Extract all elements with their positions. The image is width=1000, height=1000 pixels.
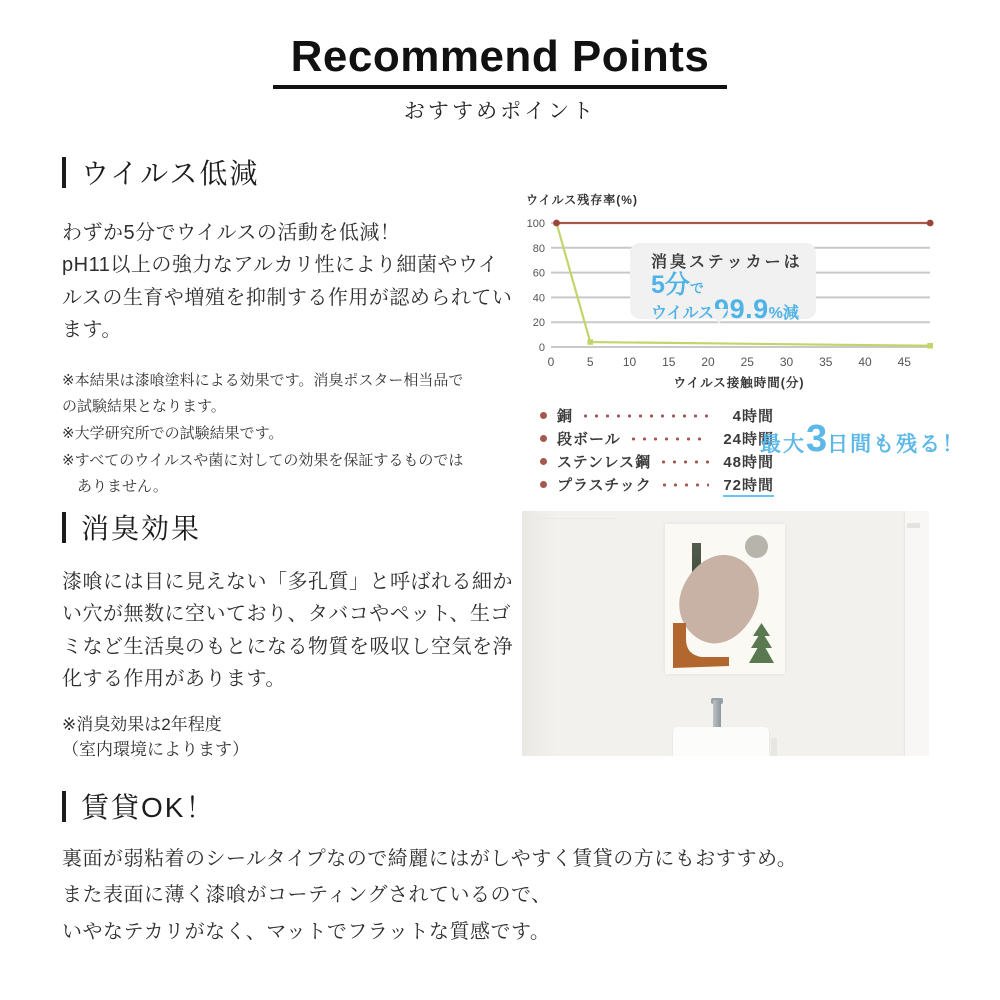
legend-row [540, 404, 774, 427]
callout-minutes: 5分 [651, 271, 690, 299]
survival-highlight-text [760, 418, 965, 461]
data-point [927, 343, 933, 349]
x-tick-label: 40 [858, 355, 872, 369]
toilet-tank-seam [522, 518, 618, 519]
x-tick-label: 20 [701, 355, 715, 369]
legend-value: 4時間 [732, 408, 774, 425]
section-heading-rental [62, 786, 974, 826]
section-heading-text: 賃貸OK！ [81, 792, 216, 823]
rental-body [62, 841, 974, 950]
virus-body-lead: わずか5分でウイルスの活動を低減！ [62, 222, 401, 244]
dotted-leader [628, 435, 709, 443]
surface-contact-legend [540, 404, 774, 496]
art-poster [665, 524, 785, 674]
callout-line1: 消臭ステッカーは [651, 254, 803, 271]
y-tick-label: 0 [538, 342, 545, 354]
chart-callout [630, 243, 816, 324]
virus-body-rest: pH11以上の強力なアルカリ性により細菌やウイルスの生育や増殖を抑制する作用が認められています。 [62, 254, 513, 342]
note-line: ※本結果は漆喰塗料による効果です。消臭ポスター相当品での試験結果となります。 [62, 371, 464, 416]
x-tick-label: 30 [779, 355, 794, 369]
y-tick-label: 60 [532, 267, 545, 280]
deodorize-body: 漆喰には目に見えない「多孔質」と呼ばれる細かい穴が無数に空いており、タバコやペット、生ゴミなど生活臭のもとになる物質を吸収し空気を浄化する作用があります。 [62, 571, 513, 691]
note-line: ※すべてのウイルスや菌に対しての効果を保証するものではありません。 [62, 451, 464, 496]
y-tick-label: 80 [532, 242, 545, 255]
x-tick-label: 35 [819, 355, 833, 369]
y-tick-label: 100 [526, 218, 545, 230]
legend-bullet-icon [540, 481, 547, 488]
section-heading-deodorize [62, 507, 518, 547]
legend-row [540, 450, 774, 473]
legend-value: 48時間 [723, 454, 774, 471]
virus-body [62, 217, 514, 347]
legend-label: 段ボール [557, 431, 621, 448]
legend-label: 銅 [557, 408, 574, 425]
section-heading-virus [62, 152, 514, 192]
callout-line3 [651, 294, 816, 325]
toilet-tank-label [907, 523, 920, 528]
section-rental-ok [62, 786, 974, 950]
rental-line: また表面に薄く漆喰がコーティングされているので、 [62, 884, 552, 907]
note-line: （室内環境によります） [62, 740, 249, 760]
legend-label: ステンレス鋼 [557, 454, 652, 471]
poster-tree-shape [749, 623, 774, 667]
x-tick-label: 25 [740, 355, 754, 369]
y-tick-label: 40 [532, 292, 545, 305]
dotted-leader [580, 412, 709, 420]
legend-label: プラスチック [557, 477, 652, 494]
legend-bullet-icon [540, 412, 547, 419]
legend-row [540, 473, 774, 496]
heading-bar [62, 157, 66, 188]
section-heading-text: ウイルス低減 [81, 158, 260, 189]
wall-corner [905, 511, 929, 756]
legend-bullet-icon [540, 435, 547, 442]
page-subtitle: おすすめポイント [403, 100, 597, 124]
legend-value: 72時間 [714, 474, 774, 495]
toilet-pipe [771, 738, 777, 756]
y-tick-label: 20 [532, 317, 545, 330]
highlight-number: 3 [806, 418, 828, 460]
legend-row [540, 427, 774, 450]
poster-circle-shape [745, 535, 768, 558]
x-tick-label: 5 [586, 355, 594, 369]
poster-arc-shape [671, 623, 733, 669]
x-tick-label: 10 [622, 355, 637, 369]
x-tick-label: 0 [547, 355, 555, 369]
page-title: Recommend Points [273, 34, 728, 89]
section-heading-text: 消臭効果 [81, 513, 202, 544]
rental-line: いやなテカリがなく、マットでフラットな質感です。 [62, 920, 551, 943]
callout-percent: 99.9 [714, 294, 769, 324]
highlight-post: 日間も残る！ [827, 433, 966, 456]
legend-bullet-icon [540, 458, 547, 465]
highlight-pre: 最大 [760, 433, 806, 456]
toilet-tank [673, 727, 769, 756]
callout-minutes-suffix: で [689, 280, 704, 296]
section-deodorize [62, 507, 518, 763]
x-tick-label: 45 [897, 355, 911, 369]
section-virus-reduction [62, 152, 514, 501]
legend-value: 24時間 [723, 431, 774, 448]
callout-target: ウイルス [651, 305, 715, 322]
rental-line: 裏面が弱粘着のシールタイプなので綺麗にはがしやすく賃貸の方にもおすすめ。 [62, 848, 798, 870]
data-point [927, 220, 934, 227]
heading-bar [62, 791, 66, 822]
heading-bar [62, 512, 66, 543]
virus-notes [62, 368, 476, 501]
deodorize-notes [62, 712, 518, 763]
x-tick-label: 15 [662, 355, 676, 369]
virus-survival-chart [524, 190, 980, 398]
dotted-leader [659, 481, 709, 489]
chart-y-axis-title: ウイルス残存率(%) [526, 193, 638, 207]
header [0, 34, 1000, 125]
note-line: ※大学研究所での試験結果です。 [62, 424, 284, 442]
dotted-leader [658, 458, 709, 466]
toilet-faucet-spout [713, 700, 721, 728]
chart-x-axis-title: ウイルス接触時間(分) [673, 376, 805, 390]
data-point [553, 220, 560, 227]
note-line: ※消臭効果は2年程度 [62, 714, 222, 734]
callout-percent-suffix: %減 [768, 305, 799, 322]
bathroom-photo [522, 511, 929, 756]
data-point [587, 339, 593, 345]
